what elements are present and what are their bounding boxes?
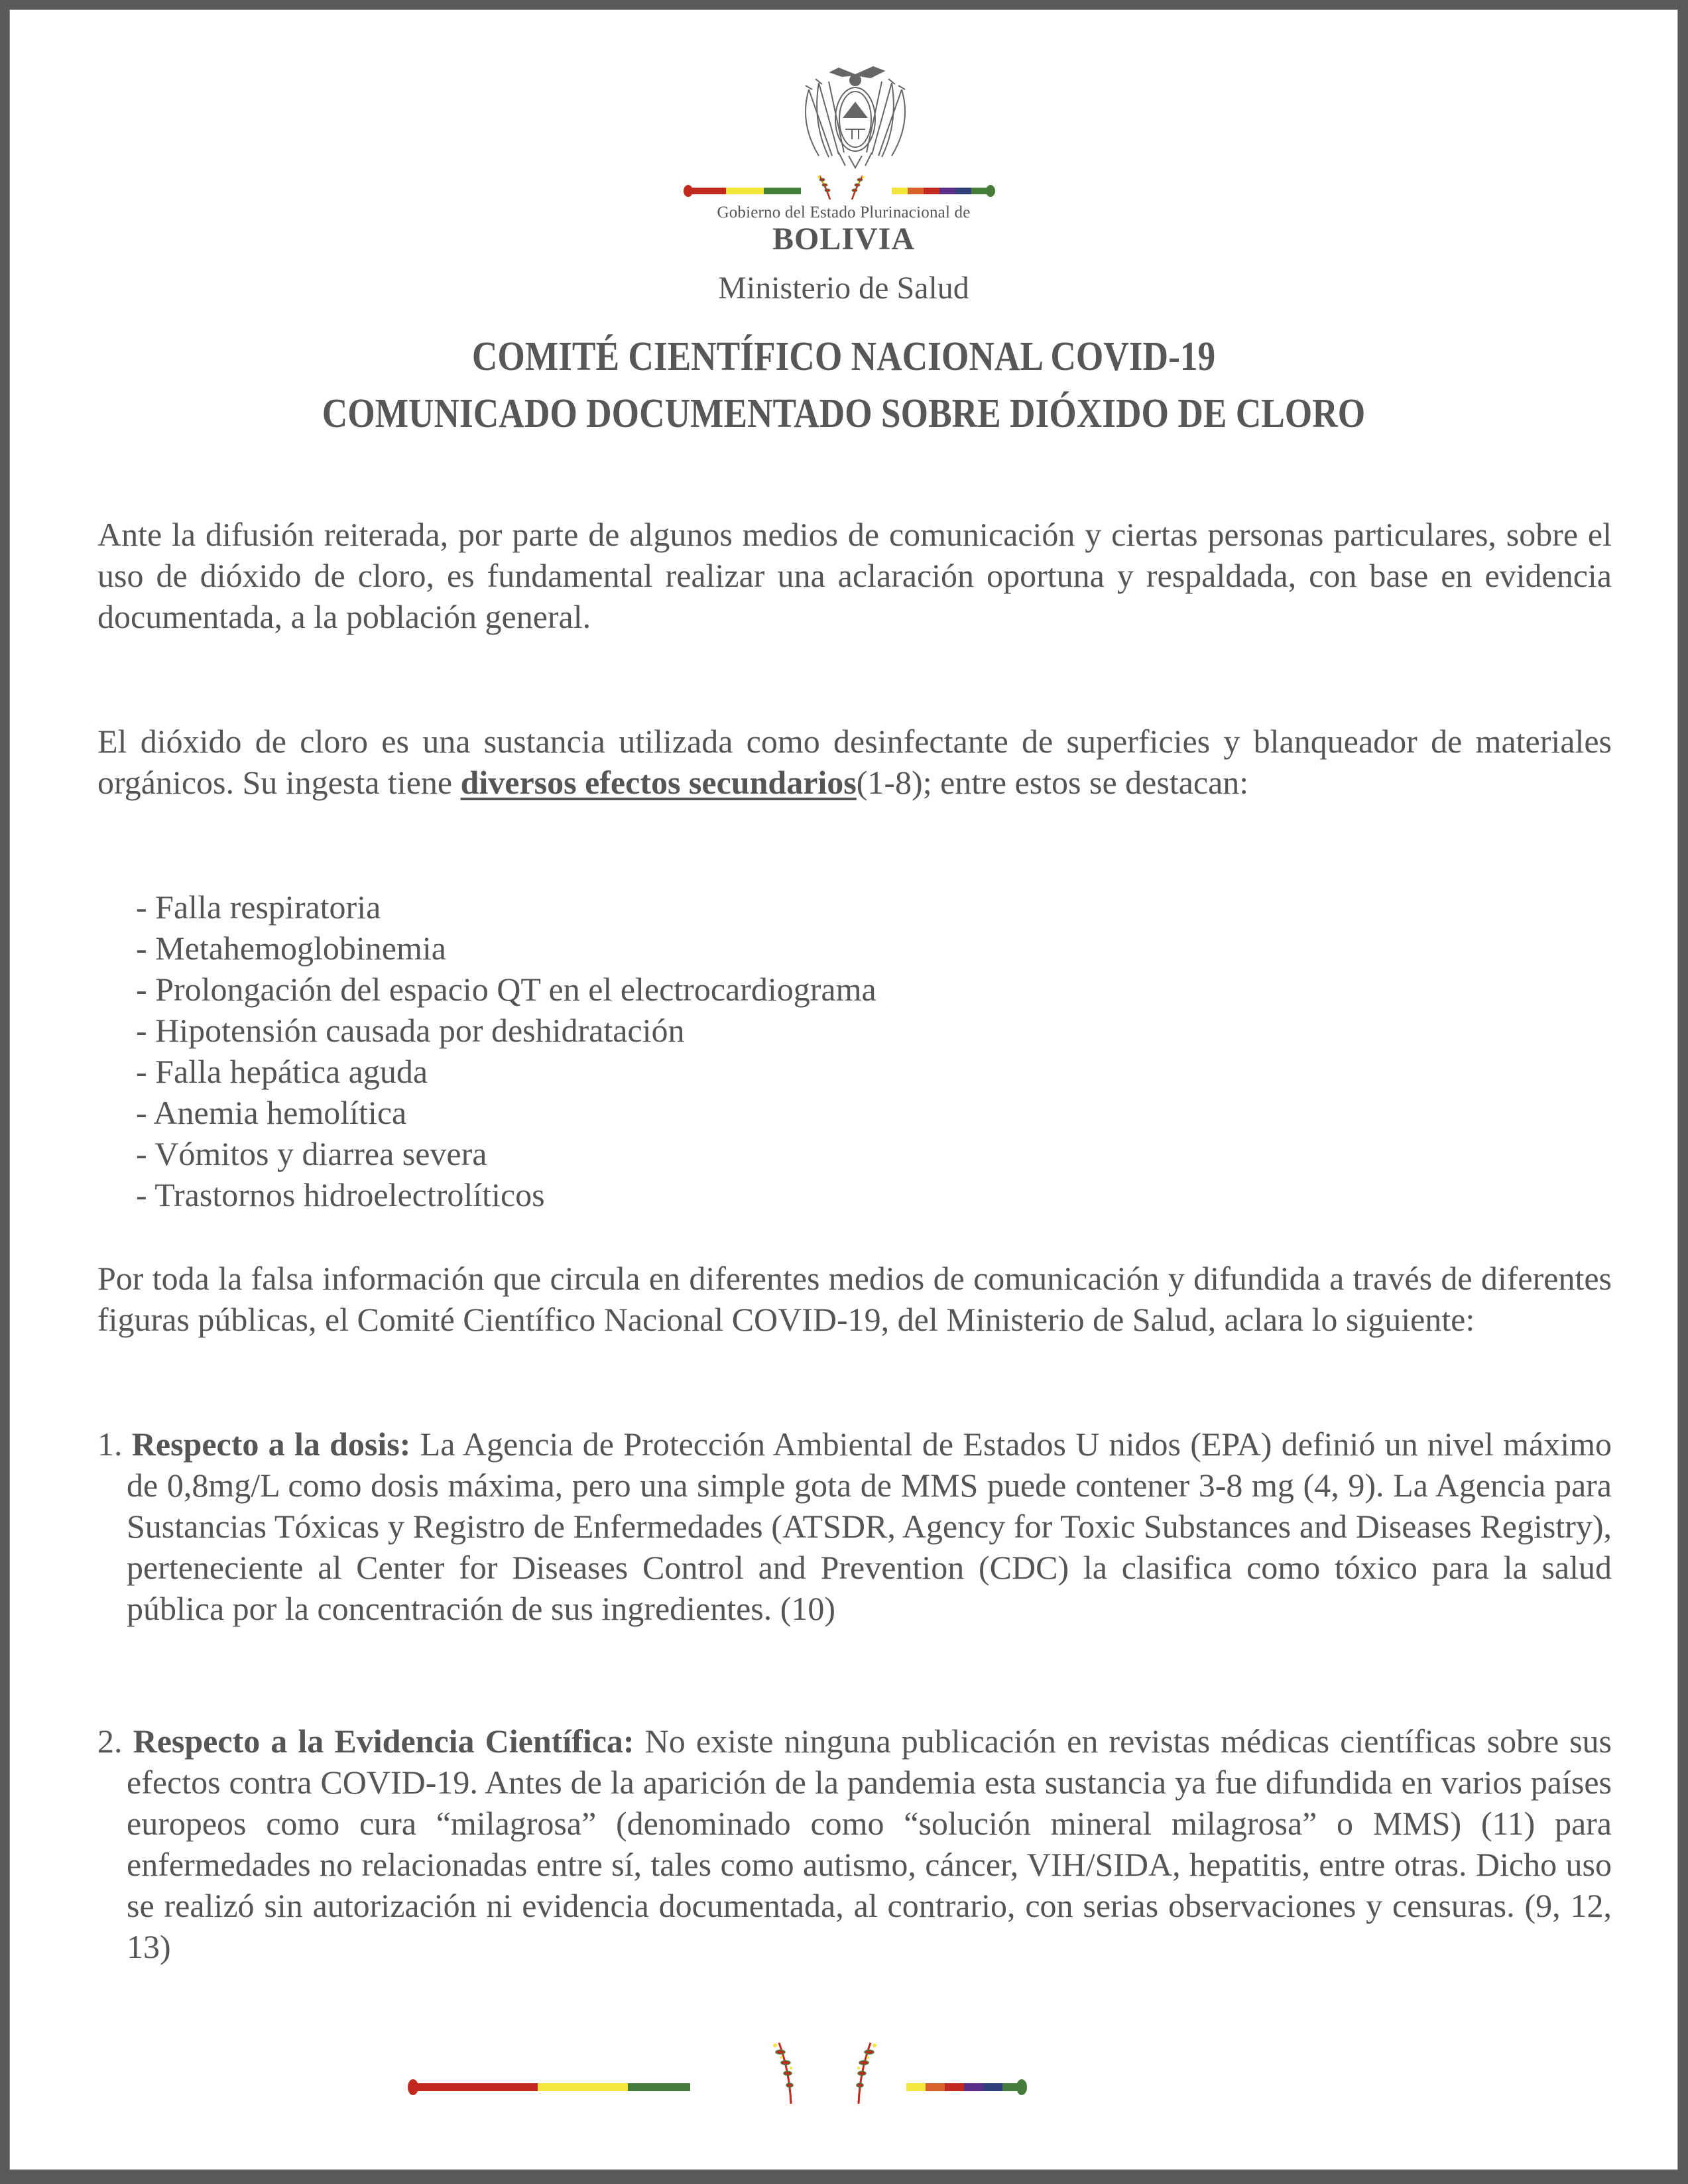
numbered-point-evidence <box>97 1721 1612 1967</box>
definition-reference: (1-8); entre estos se destacan: <box>856 764 1249 801</box>
list-item: - Prolongación del espacio QT en el electrocardiograma <box>136 969 876 1010</box>
clarification-paragraph: Por toda la falsa información que circula en diferentes medios de comunicación y difundida a través de diferentes figuras públicas, el Comité Científico Nacional COVID-19, del Ministerio de Salud, aclara lo siguiente: <box>97 1260 1612 1338</box>
list-item: - Hipotensión causada por deshidratación <box>136 1010 876 1051</box>
list-item: - Trastornos hidroelectrolíticos <box>136 1174 876 1215</box>
laurel-left-icon <box>815 173 835 200</box>
list-item: - Falla hepática aguda <box>136 1051 876 1092</box>
definition-text: El dióxido de cloro es una sustancia utilizada como desinfectante de superficies y blanqueador de materiales orgánicos. Su ingesta tiene <box>97 723 1612 801</box>
list-item: - Vómitos y diarrea severa <box>136 1133 876 1174</box>
ministry-name: Ministerio de Salud <box>718 271 969 306</box>
numbered-point-dose <box>97 1424 1612 1629</box>
point-text: La Agencia de Protección Ambiental de Estados U nidos (EPA) definió un nivel máximo de 0,8mg/L como dosis máxima, pero una simple gota de MMS puede contener 3-8 mg (4, 9). La Agencia para Sustancias Tóxicas y Registro de Enfermedades (ATSDR, Agency for Toxic Substances and Diseases Registry), perteneciente al Center for Diseases Control and Prevention (CDC) la clasifica como tóxico para la salud pública por la concentración de sus ingredientes. (10) <box>127 1426 1612 1627</box>
page-title-line2: COMUNICADO DOCUMENTADO SOBRE DIÓXIDO DE CLORO <box>322 391 1366 436</box>
point-text: No existe ninguna publicación en revistas médicas científicas sobre sus efectos contra COVID-19. Antes de la aparición de la pandemia esta sustancia ya fue difundida en varios países europeos como cura “milagrosa” (denominado como “solución mineral milagrosa” o MMS) (11) para enfermedades no relacionadas entre sí, tales como autismo, cáncer, VIH/SIDA, hepatitis, entre otras. Dicho uso se realizó sin autorización ni evidencia documentada, al contrario, con serias observaciones y censuras. (9, 12, 13) <box>127 1723 1612 1965</box>
point-heading: Respecto a la Evidencia Científica: <box>133 1723 634 1760</box>
definition-paragraph <box>97 721 1612 803</box>
list-item: - Metahemoglobinemia <box>136 928 876 969</box>
country-name: BOLIVIA <box>772 221 916 257</box>
coat-of-arms-icon <box>792 56 918 169</box>
laurel-right-icon <box>847 173 867 200</box>
point-heading: Respecto a la dosis: <box>131 1426 411 1463</box>
document-page <box>9 9 1678 2170</box>
side-effects-emphasis: diversos efectos secundarios <box>460 764 857 801</box>
footer-laurel-left-icon <box>771 2039 804 2105</box>
footer-laurel-right-icon <box>845 2039 878 2105</box>
page-title-line1: COMITÉ CIENTÍFICO NACIONAL COVID-19 <box>471 334 1216 379</box>
side-effects-list <box>136 886 876 1215</box>
point-number: 2. <box>97 1723 123 1760</box>
intro-paragraph: Ante la difusión reiterada, por parte de algunos medios de comunicación y ciertas personas particulares, sobre el uso de dióxido de cloro, es fundamental realizar una aclaración oportuna y respaldada, con base en evidencia documentada, a la población general. <box>97 516 1612 635</box>
government-line: Gobierno del Estado Plurinacional de <box>717 204 971 221</box>
point-number: 1. <box>97 1426 123 1463</box>
list-item: - Anemia hemolítica <box>136 1092 876 1133</box>
list-item: - Falla respiratoria <box>136 886 876 928</box>
